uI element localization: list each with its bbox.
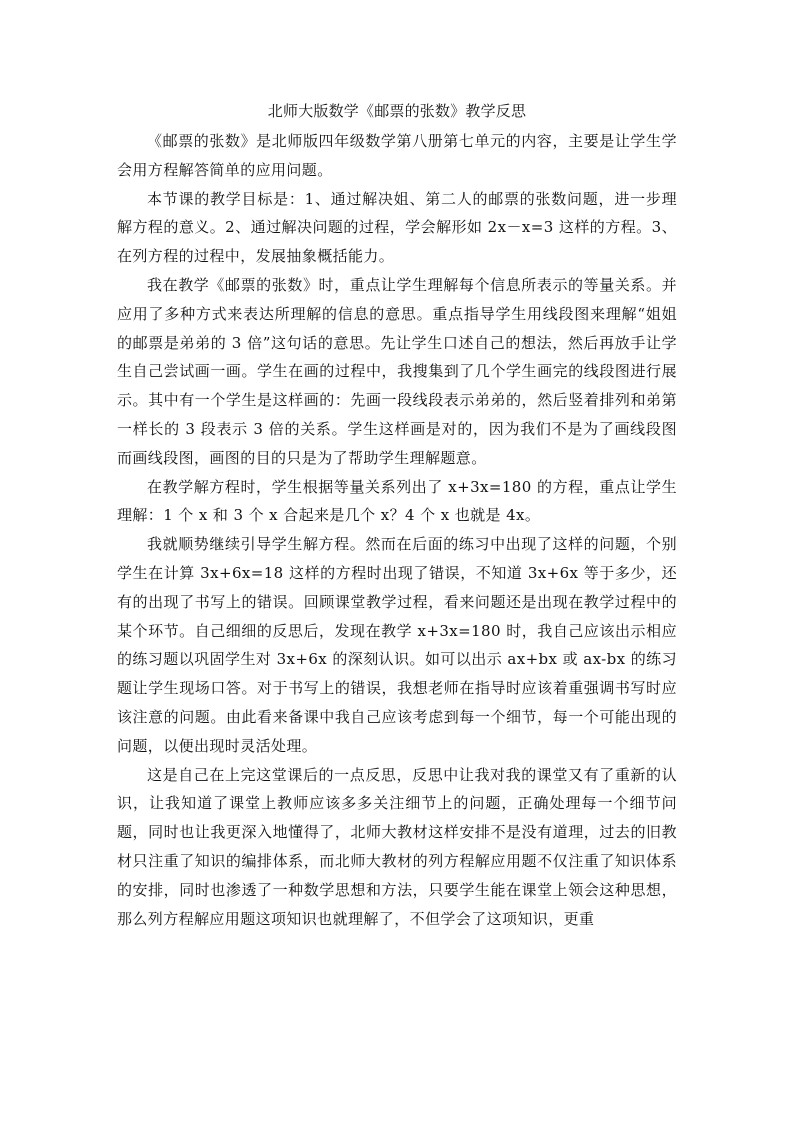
document-body [117,127,677,933]
paragraph-equation-solving: 在教学解方程时，学生根据等量关系列出了 x+3x=180 的方程，重点让学生理解：1 个 x 和 3 个 x 合起来是几个 x？4 个 x 也就是 4x。 [117,477,677,525]
paragraph-errors-reflection: 我就顺势继续引导学生解方程。然而在后面的练习中出现了这样的问题，个别学生在计算 3x+6x=18 这样的方程时出现了错误，不知道 3x+6x 等于多少，还有的出现了书写上的错误。回顾课堂教学过程，看来问题还是出现在教学过程中的某个环节。自己细细的反思后，发现在教学 x+3x=180 时，我自己应该出示相应的练习题以巩固学生对 3x+6x 的深刻认识。如可以出示 ax+bx 或 ax-bx 的练习题让学生现场口答。对于书写上的错误，我想老师在指导时应该着重强调书写时应该注意的问题。由此看来备课中我自己应该考虑到每一个细节，每一个可能出现的问题，以便出现时灵活处理。 [117,535,677,755]
paragraph-conclusion: 这是自己在上完这堂课后的一点反思，反思中让我对我的课堂又有了重新的认识，让我知道了课堂上教师应该多多关注细节上的问题，正确处理每一个细节问题，同时也让我更深入地懂得了，北师大教材这样安排不是没有道理，过去的旧教材只注重了知识的编排体系，而北师大教材的列方程解应用题不仅注重了知识体系的安排，同时也渗透了一种数学思想和方法，只要学生能在课堂上领会这种思想，那么列方程解应用题这项知识也就理解了，不但学会了这项知识，更重 [117,765,677,928]
paragraph-intro: 《邮票的张数》是北师版四年级数学第八册第七单元的内容，主要是让学生学会用方程解答简单的应用问题。 [117,132,677,179]
paragraph-teaching-process: 我在教学《邮票的张数》时，重点让学生理解每个信息所表示的等量关系。并应用了多种方式来表达所理解的信息的意思。重点指导学生用线段图来理解“姐姐的邮票是弟弟的 3 倍”这句话的意思。先让学生口述自己的想法，然后再放手让学生自己尝试画一画。学生在画的过程中，我搜集到了几个学生画完的线段图进行展示。其中有一个学生是这样画的：先画一段线段表示弟弟的，然后竖着排列和弟第一样长的 3 段表示 3 倍的关系。学生这样画是对的，因为我们不是为了画线段图而画线段图，画图的目的只是为了帮助学生理解题意。 [117,275,677,467]
paragraph-objectives: 本节课的教学目标是：1、通过解决姐、第二人的邮票的张数问题，进一步理解方程的意义。2、通过解决问题的过程，学会解形如 2x－x=3 这样的方程。3、在列方程的过程中，发展抽象概括能力。 [117,189,677,266]
document-title: 北师大版数学《邮票的张数》教学反思 [267,102,527,120]
